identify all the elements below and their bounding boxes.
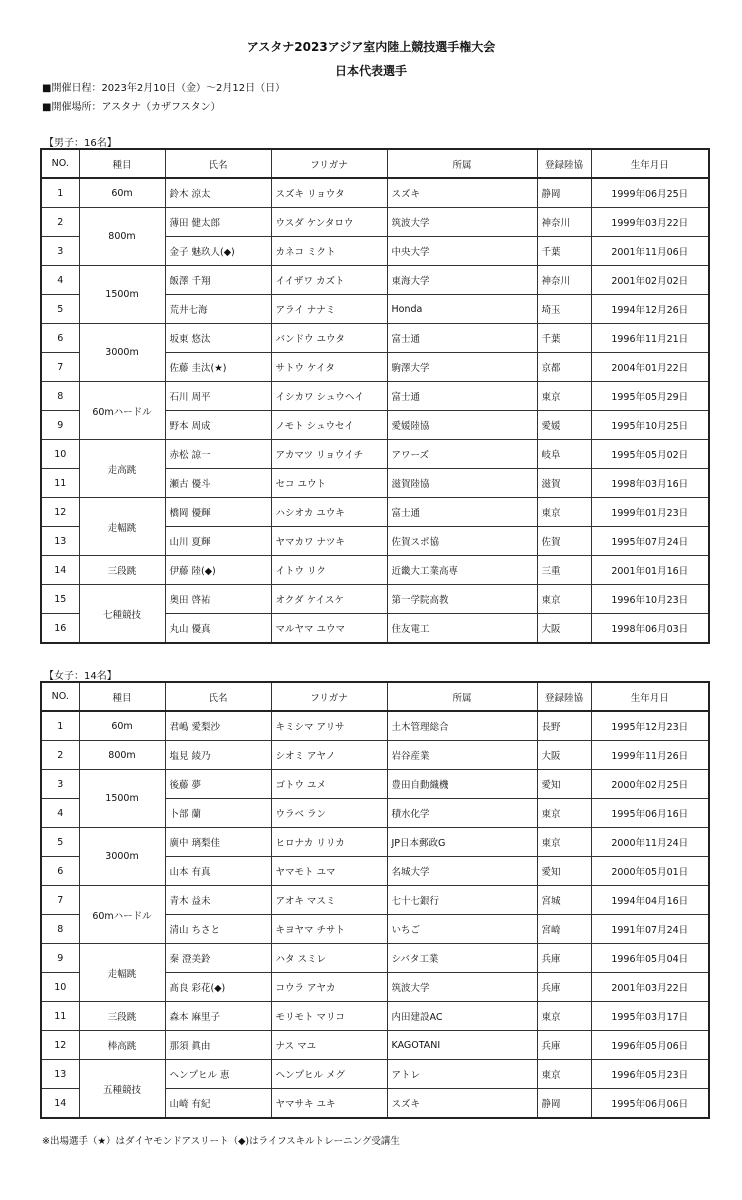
- cell-association: 東京: [537, 828, 591, 857]
- cell-furigana: ヤマモト ユマ: [271, 857, 387, 886]
- cell-furigana: ウスダ ケンタロウ: [271, 208, 387, 237]
- cell-affiliation: 土木管理総合: [387, 711, 537, 741]
- header-furigana: フリガナ: [271, 149, 387, 178]
- cell-name: 山崎 有紀: [165, 1089, 271, 1119]
- cell-birthdate: 2000年05月01日: [591, 857, 709, 886]
- cell-birthdate: 1998年03月16日: [591, 469, 709, 498]
- cell-association: 愛知: [537, 770, 591, 799]
- cell-no: 4: [41, 799, 79, 828]
- cell-furigana: ヤマカワ ナツキ: [271, 527, 387, 556]
- footnote: ※出場選手（★）はダイヤモンドアスリート（◆)はライフスキルトレーニング受講生: [42, 1136, 400, 1147]
- cell-association: 愛知: [537, 857, 591, 886]
- cell-event: 60m: [79, 711, 165, 741]
- cell-name: 荒井七海: [165, 295, 271, 324]
- cell-furigana: ヒロナカ リリカ: [271, 828, 387, 857]
- cell-no: 15: [41, 585, 79, 614]
- cell-association: 大阪: [537, 741, 591, 770]
- cell-event: 三段跳: [79, 556, 165, 585]
- cell-name: 清山 ちさと: [165, 915, 271, 944]
- women-section-label: 【女子：14名】: [44, 671, 117, 682]
- cell-birthdate: 1991年07月24日: [591, 915, 709, 944]
- cell-birthdate: 1996年11月21日: [591, 324, 709, 353]
- cell-name: 坂東 悠汰: [165, 324, 271, 353]
- cell-association: 長野: [537, 711, 591, 741]
- cell-name: 佐藤 圭汰(★): [165, 353, 271, 382]
- cell-event: 800m: [79, 741, 165, 770]
- cell-event: 走幅跳: [79, 944, 165, 1002]
- cell-affiliation: 富士通: [387, 382, 537, 411]
- cell-affiliation: スズキ: [387, 1089, 537, 1119]
- cell-no: 6: [41, 857, 79, 886]
- header-birthdate: 生年月日: [591, 149, 709, 178]
- cell-birthdate: 1995年06月16日: [591, 799, 709, 828]
- cell-no: 8: [41, 382, 79, 411]
- cell-no: 10: [41, 973, 79, 1002]
- cell-affiliation: 富士通: [387, 324, 537, 353]
- cell-affiliation: シバタ工業: [387, 944, 537, 973]
- cell-affiliation: 積水化学: [387, 799, 537, 828]
- cell-name: 廣中 璃梨佳: [165, 828, 271, 857]
- cell-furigana: アオキ マスミ: [271, 886, 387, 915]
- table-row: [41, 944, 709, 973]
- cell-affiliation: Honda: [387, 295, 537, 324]
- cell-birthdate: 1994年12月26日: [591, 295, 709, 324]
- cell-no: 14: [41, 1089, 79, 1119]
- men-section-label: 【男子：16名】: [44, 138, 117, 149]
- cell-association: 神奈川: [537, 266, 591, 295]
- cell-event: 七種競技: [79, 585, 165, 644]
- cell-affiliation: 滋賀陸協: [387, 469, 537, 498]
- cell-affiliation: アワーズ: [387, 440, 537, 469]
- cell-birthdate: 2001年02月02日: [591, 266, 709, 295]
- cell-name: 薄田 健太郎: [165, 208, 271, 237]
- cell-association: 宮城: [537, 886, 591, 915]
- cell-association: 兵庫: [537, 944, 591, 973]
- cell-affiliation: 愛媛陸協: [387, 411, 537, 440]
- cell-affiliation: アトレ: [387, 1060, 537, 1089]
- cell-affiliation: いちご: [387, 915, 537, 944]
- cell-furigana: イトウ リク: [271, 556, 387, 585]
- table-row: [41, 178, 709, 208]
- cell-name: 山本 有真: [165, 857, 271, 886]
- cell-affiliation: 名城大学: [387, 857, 537, 886]
- cell-furigana: マルヤマ ユウマ: [271, 614, 387, 644]
- cell-affiliation: 東海大学: [387, 266, 537, 295]
- cell-name: 橋岡 優輝: [165, 498, 271, 527]
- cell-furigana: ナス マユ: [271, 1031, 387, 1060]
- cell-name: ヘンプヒル 恵: [165, 1060, 271, 1089]
- cell-name: 山川 夏輝: [165, 527, 271, 556]
- cell-event: 60mハードル: [79, 382, 165, 440]
- cell-birthdate: 1999年03月22日: [591, 208, 709, 237]
- header-no: NO.: [41, 682, 79, 711]
- cell-event: 60m: [79, 178, 165, 208]
- event-venue: ■開催場所：アスタナ（カザフスタン）: [42, 102, 221, 113]
- header-name: 氏名: [165, 149, 271, 178]
- cell-event: 走高跳: [79, 440, 165, 498]
- cell-name: 卜部 蘭: [165, 799, 271, 828]
- cell-birthdate: 1996年05月06日: [591, 1031, 709, 1060]
- cell-birthdate: 1996年05月23日: [591, 1060, 709, 1089]
- table-row: [41, 324, 709, 353]
- table-row: [41, 556, 709, 585]
- table-row: [41, 440, 709, 469]
- cell-event: 60mハードル: [79, 886, 165, 944]
- cell-furigana: アライ ナナミ: [271, 295, 387, 324]
- cell-association: 東京: [537, 1002, 591, 1031]
- cell-furigana: シオミ アヤノ: [271, 741, 387, 770]
- cell-affiliation: 近畿大工業高専: [387, 556, 537, 585]
- table-row: [41, 828, 709, 857]
- cell-furigana: ヤマサキ ユキ: [271, 1089, 387, 1119]
- cell-furigana: モリモト マリコ: [271, 1002, 387, 1031]
- cell-furigana: セコ ユウト: [271, 469, 387, 498]
- cell-event: 3000m: [79, 828, 165, 886]
- cell-association: 東京: [537, 585, 591, 614]
- cell-association: 佐賀: [537, 527, 591, 556]
- header-no: NO.: [41, 149, 79, 178]
- cell-name: 伊藤 陸(◆): [165, 556, 271, 585]
- cell-affiliation: 岩谷産業: [387, 741, 537, 770]
- cell-birthdate: 2000年02月25日: [591, 770, 709, 799]
- cell-association: 東京: [537, 382, 591, 411]
- cell-furigana: ウラベ ラン: [271, 799, 387, 828]
- header-association: 登録陸協: [537, 149, 591, 178]
- cell-birthdate: 1995年10月25日: [591, 411, 709, 440]
- cell-affiliation: 内田建設AC: [387, 1002, 537, 1031]
- cell-event: 3000m: [79, 324, 165, 382]
- header-association: 登録陸協: [537, 682, 591, 711]
- cell-no: 11: [41, 1002, 79, 1031]
- cell-furigana: イイザワ カズト: [271, 266, 387, 295]
- cell-name: 後藤 夢: [165, 770, 271, 799]
- men-roster-table: [40, 148, 710, 644]
- cell-no: 5: [41, 828, 79, 857]
- cell-name: 金子 魅玖人(◆): [165, 237, 271, 266]
- cell-association: 東京: [537, 1060, 591, 1089]
- cell-no: 7: [41, 886, 79, 915]
- cell-affiliation: 七十七銀行: [387, 886, 537, 915]
- cell-affiliation: 第一学院高教: [387, 585, 537, 614]
- table-header-row: [41, 149, 709, 178]
- table-row: [41, 1031, 709, 1060]
- table-row: [41, 498, 709, 527]
- cell-birthdate: 1999年01月23日: [591, 498, 709, 527]
- women-roster-table: [40, 681, 710, 1119]
- cell-affiliation: 佐賀スポ協: [387, 527, 537, 556]
- cell-no: 6: [41, 324, 79, 353]
- header-event: 種目: [79, 149, 165, 178]
- cell-association: 神奈川: [537, 208, 591, 237]
- header-name: 氏名: [165, 682, 271, 711]
- table-row: [41, 208, 709, 237]
- cell-furigana: ハシオカ ユウキ: [271, 498, 387, 527]
- cell-affiliation: 筑波大学: [387, 208, 537, 237]
- header-affiliation: 所属: [387, 682, 537, 711]
- cell-event: 1500m: [79, 266, 165, 324]
- cell-event: 三段跳: [79, 1002, 165, 1031]
- cell-affiliation: 豊田自動織機: [387, 770, 537, 799]
- cell-no: 8: [41, 915, 79, 944]
- cell-association: 東京: [537, 799, 591, 828]
- cell-event: 五種競技: [79, 1060, 165, 1119]
- cell-name: 飯澤 千翔: [165, 266, 271, 295]
- document-subtitle: 日本代表選手: [334, 64, 407, 78]
- header-affiliation: 所属: [387, 149, 537, 178]
- cell-no: 5: [41, 295, 79, 324]
- cell-furigana: ハタ スミレ: [271, 944, 387, 973]
- cell-name: 君嶋 愛梨沙: [165, 711, 271, 741]
- cell-birthdate: 1999年06月25日: [591, 178, 709, 208]
- cell-name: 秦 澄美鈴: [165, 944, 271, 973]
- table-row: [41, 886, 709, 915]
- cell-association: 千葉: [537, 237, 591, 266]
- cell-birthdate: 2001年03月22日: [591, 973, 709, 1002]
- cell-no: 3: [41, 770, 79, 799]
- cell-no: 12: [41, 498, 79, 527]
- cell-furigana: キミシマ アリサ: [271, 711, 387, 741]
- cell-birthdate: 2001年01月16日: [591, 556, 709, 585]
- cell-name: 森本 麻里子: [165, 1002, 271, 1031]
- table-row: [41, 585, 709, 614]
- cell-association: 京都: [537, 353, 591, 382]
- cell-birthdate: 2004年01月22日: [591, 353, 709, 382]
- table-row: [41, 266, 709, 295]
- cell-furigana: オクダ ケイスケ: [271, 585, 387, 614]
- cell-association: 三重: [537, 556, 591, 585]
- cell-no: 1: [41, 711, 79, 741]
- cell-birthdate: 1996年10月23日: [591, 585, 709, 614]
- cell-birthdate: 2001年11月06日: [591, 237, 709, 266]
- cell-no: 9: [41, 411, 79, 440]
- cell-no: 13: [41, 1060, 79, 1089]
- cell-furigana: ヘンプヒル メグ: [271, 1060, 387, 1089]
- cell-association: 愛媛: [537, 411, 591, 440]
- cell-furigana: ノモト シュウセイ: [271, 411, 387, 440]
- table-row: [41, 741, 709, 770]
- cell-no: 13: [41, 527, 79, 556]
- cell-name: 瀬古 優斗: [165, 469, 271, 498]
- cell-birthdate: 1996年05月04日: [591, 944, 709, 973]
- cell-event: 棒高跳: [79, 1031, 165, 1060]
- header-event: 種目: [79, 682, 165, 711]
- table-row: [41, 711, 709, 741]
- table-row: [41, 1002, 709, 1031]
- cell-birthdate: 1999年11月26日: [591, 741, 709, 770]
- cell-no: 9: [41, 944, 79, 973]
- cell-furigana: アカマツ リョウイチ: [271, 440, 387, 469]
- cell-furigana: イシカワ シュウヘイ: [271, 382, 387, 411]
- cell-name: 塩見 綾乃: [165, 741, 271, 770]
- cell-association: 大阪: [537, 614, 591, 644]
- cell-no: 4: [41, 266, 79, 295]
- cell-furigana: カネコ ミクト: [271, 237, 387, 266]
- cell-name: 那須 眞由: [165, 1031, 271, 1060]
- cell-association: 兵庫: [537, 973, 591, 1002]
- cell-no: 2: [41, 208, 79, 237]
- cell-no: 11: [41, 469, 79, 498]
- cell-association: 兵庫: [537, 1031, 591, 1060]
- cell-furigana: コウラ アヤカ: [271, 973, 387, 1002]
- cell-association: 滋賀: [537, 469, 591, 498]
- cell-name: 青木 益未: [165, 886, 271, 915]
- cell-association: 岐阜: [537, 440, 591, 469]
- cell-furigana: バンドウ ユウタ: [271, 324, 387, 353]
- cell-no: 12: [41, 1031, 79, 1060]
- cell-association: 静岡: [537, 1089, 591, 1119]
- event-dates: ■開催日程：2023年2月10日（金）～2月12日（日）: [42, 83, 286, 94]
- cell-affiliation: 駒澤大学: [387, 353, 537, 382]
- table-row: [41, 770, 709, 799]
- cell-event: 800m: [79, 208, 165, 266]
- cell-association: 静岡: [537, 178, 591, 208]
- cell-no: 16: [41, 614, 79, 644]
- cell-affiliation: スズキ: [387, 178, 537, 208]
- header-furigana: フリガナ: [271, 682, 387, 711]
- cell-name: 石川 周平: [165, 382, 271, 411]
- cell-no: 14: [41, 556, 79, 585]
- cell-birthdate: 1998年06月03日: [591, 614, 709, 644]
- cell-furigana: スズキ リョウタ: [271, 178, 387, 208]
- cell-birthdate: 1995年06月06日: [591, 1089, 709, 1119]
- cell-birthdate: 1995年05月29日: [591, 382, 709, 411]
- cell-birthdate: 1995年07月24日: [591, 527, 709, 556]
- cell-no: 7: [41, 353, 79, 382]
- document-title: アスタナ2023アジア室内陸上競技選手権大会: [246, 40, 496, 54]
- cell-affiliation: KAGOTANI: [387, 1031, 537, 1060]
- cell-birthdate: 2000年11月24日: [591, 828, 709, 857]
- cell-no: 1: [41, 178, 79, 208]
- cell-name: 野本 周成: [165, 411, 271, 440]
- cell-association: 千葉: [537, 324, 591, 353]
- cell-no: 2: [41, 741, 79, 770]
- table-row: [41, 1060, 709, 1089]
- cell-name: 髙良 彩花(◆): [165, 973, 271, 1002]
- cell-name: 赤松 諒一: [165, 440, 271, 469]
- cell-association: 宮崎: [537, 915, 591, 944]
- cell-affiliation: 筑波大学: [387, 973, 537, 1002]
- cell-affiliation: 中央大学: [387, 237, 537, 266]
- table-header-row: [41, 682, 709, 711]
- header-birthdate: 生年月日: [591, 682, 709, 711]
- cell-association: 東京: [537, 498, 591, 527]
- cell-birthdate: 1995年05月02日: [591, 440, 709, 469]
- cell-no: 3: [41, 237, 79, 266]
- cell-furigana: サトウ ケイタ: [271, 353, 387, 382]
- cell-no: 10: [41, 440, 79, 469]
- cell-birthdate: 1994年04月16日: [591, 886, 709, 915]
- cell-birthdate: 1995年12月23日: [591, 711, 709, 741]
- cell-name: 奥田 啓祐: [165, 585, 271, 614]
- cell-affiliation: JP日本郵政G: [387, 828, 537, 857]
- table-row: [41, 382, 709, 411]
- cell-furigana: ゴトウ ユメ: [271, 770, 387, 799]
- cell-event: 1500m: [79, 770, 165, 828]
- cell-birthdate: 1995年03月17日: [591, 1002, 709, 1031]
- cell-event: 走幅跳: [79, 498, 165, 556]
- cell-association: 埼玉: [537, 295, 591, 324]
- cell-name: 鈴木 涼太: [165, 178, 271, 208]
- cell-affiliation: 富士通: [387, 498, 537, 527]
- cell-furigana: キヨヤマ チサト: [271, 915, 387, 944]
- cell-affiliation: 住友電工: [387, 614, 537, 644]
- cell-name: 丸山 優真: [165, 614, 271, 644]
